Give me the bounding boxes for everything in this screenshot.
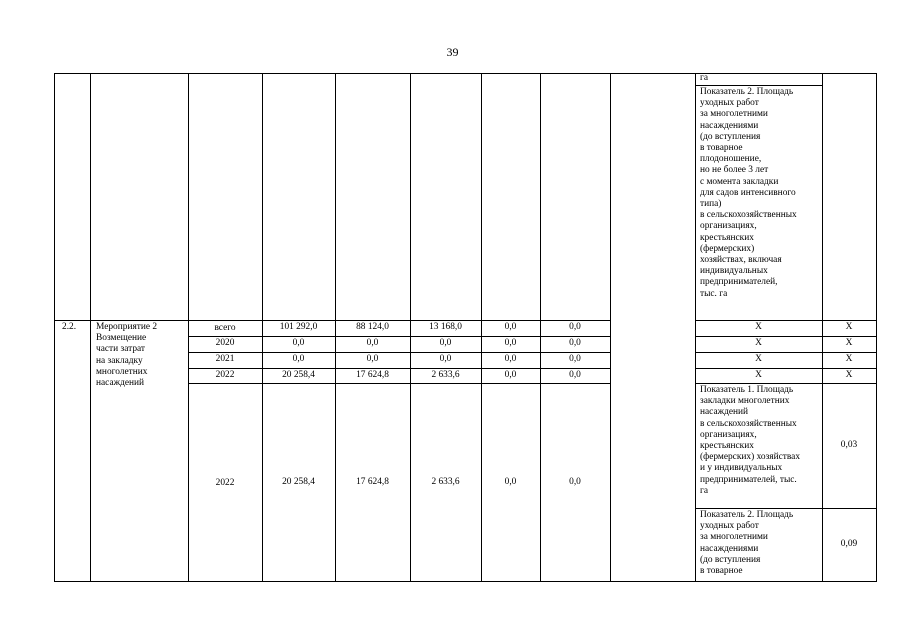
indicator-text: Показатель 1. Площадь закладки многолетних насаждений в сельскохозяйственных организациях, крестьянских (фермерских) хозяйствах и у индивидуальных предпринимателей, тыс. га	[700, 385, 801, 496]
indicator-cell: Х	[755, 338, 762, 348]
value-cell: Х	[845, 370, 853, 380]
table-border	[54, 73, 55, 581]
indicator-text: Показатель 2. Площадь уходных работ за многолетними насаждениями (до вступления в товарное	[700, 510, 794, 577]
table-border	[90, 73, 91, 581]
amount-cell: 20 258,4	[282, 477, 315, 487]
amount-cell: 0,0	[569, 477, 581, 487]
indicator-value: 0,03	[840, 440, 858, 450]
year-cell: 2020	[215, 338, 235, 348]
amount-cell: 0,0	[569, 354, 581, 364]
table-border	[695, 508, 877, 509]
table-border	[54, 581, 877, 582]
amount-cell: 0,0	[292, 338, 305, 348]
amount-cell: 17 624,8	[356, 477, 389, 487]
indicator-cell: Х	[755, 370, 762, 380]
table-border	[695, 320, 877, 321]
measure-number: 2.2.	[62, 322, 77, 332]
year-cell: 2022	[215, 478, 235, 488]
amount-cell: 0,0	[569, 370, 581, 380]
unit-tail: га	[700, 73, 709, 83]
table-border	[188, 336, 610, 337]
value-cell: Х	[845, 338, 853, 348]
indicator-value: 0,09	[840, 539, 858, 549]
table-border	[188, 368, 610, 369]
amount-cell: 0,0	[292, 354, 305, 364]
measure-name: Мероприятие 2 Возмещение части затрат на закладку многолетних насаждений	[96, 322, 158, 389]
amount-cell: 101 292,0	[279, 322, 318, 332]
amount-cell: 0,0	[504, 322, 517, 332]
amount-cell: 0,0	[569, 322, 581, 332]
page-number: 39	[446, 45, 459, 59]
amount-cell: 0,0	[366, 338, 379, 348]
amount-cell: 88 124,0	[356, 322, 389, 332]
table-border	[695, 336, 877, 337]
year-cell: 2022	[215, 370, 235, 380]
indicator-text: Показатель 2. Площадь уходных работ за многолетними насаждениями (до вступления в товарное плодоношение, но не более 3 лет с момента закладки для садов интенсивного типа) в сельскохозяйственных организациях, крестьянских (фермерских) хозяйствах, включая индивидуальных предпринимателей, тыс. га	[700, 87, 797, 299]
amount-cell: 2 633,6	[431, 370, 460, 380]
amount-cell: 0,0	[504, 338, 517, 348]
amount-cell: 0,0	[504, 477, 517, 487]
amount-cell: 0,0	[439, 354, 452, 364]
value-cell: Х	[845, 354, 853, 364]
table-border	[876, 73, 877, 581]
table-border	[188, 383, 610, 384]
amount-cell: 0,0	[569, 338, 581, 348]
table-border	[610, 73, 611, 581]
table-border	[54, 320, 610, 321]
value-cell: Х	[845, 322, 853, 332]
amount-cell: 13 168,0	[429, 322, 462, 332]
table-border	[695, 383, 877, 384]
table-border	[695, 85, 822, 86]
amount-cell: 2 633,6	[431, 477, 460, 487]
amount-cell: 20 258,4	[282, 370, 315, 380]
table-border	[188, 352, 610, 353]
year-cell: 2021	[215, 354, 235, 364]
table-border	[695, 368, 877, 369]
amount-cell: 0,0	[504, 354, 517, 364]
amount-cell: 0,0	[366, 354, 379, 364]
indicator-cell: Х	[755, 354, 762, 364]
amount-cell: 0,0	[439, 338, 452, 348]
amount-cell: 0,0	[504, 370, 517, 380]
table-border	[695, 352, 877, 353]
table-border	[54, 73, 877, 74]
indicator-cell: Х	[755, 322, 762, 332]
year-cell: всего	[214, 323, 236, 333]
amount-cell: 17 624,8	[356, 370, 389, 380]
